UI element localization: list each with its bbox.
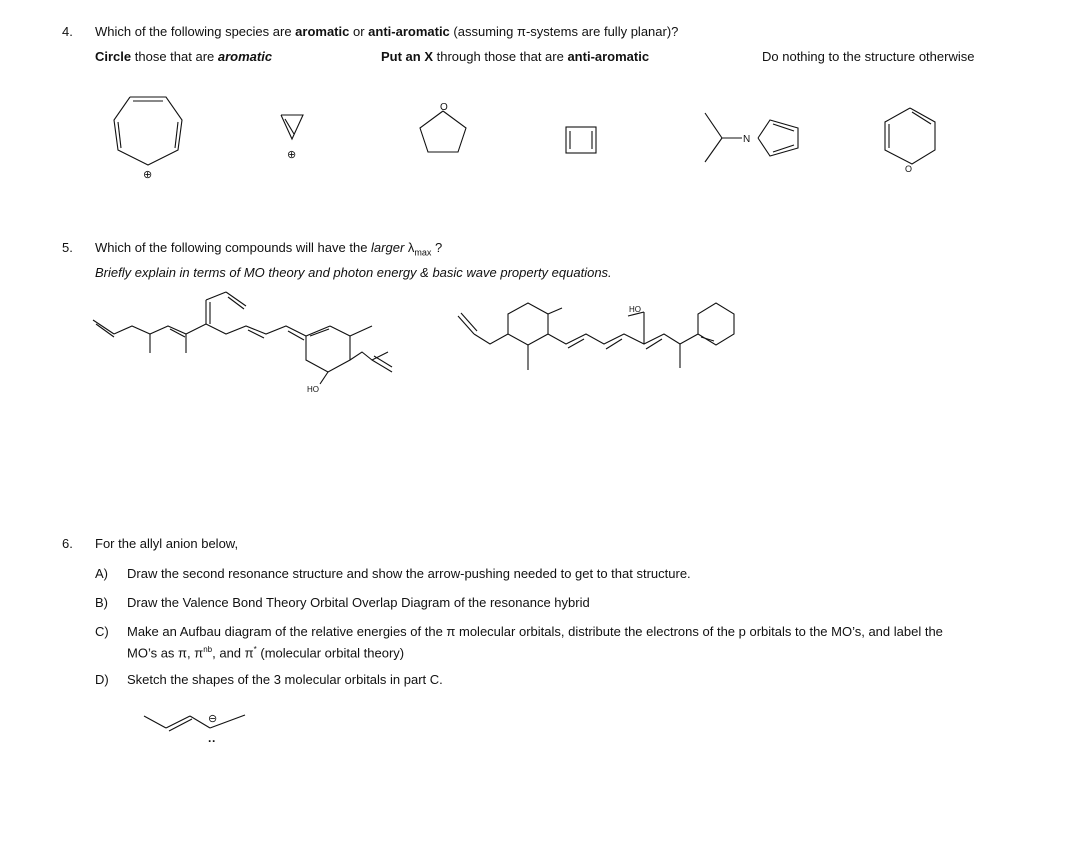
q4-pyran-oxygen: O <box>905 164 913 174</box>
q4-nothing-instruction: Do nothing to the structure otherwise <box>762 49 975 64</box>
q6-d-text: Sketch the shapes of the 3 molecular orbitals in part C. <box>127 672 443 687</box>
q4-thf-oxygen: O <box>440 102 448 113</box>
q6-intro: For the allyl anion below, <box>95 536 239 551</box>
q6-allyl-lone-pair: ·· <box>208 734 216 748</box>
q5-compound-2-ho: HO <box>629 305 641 314</box>
q6-b-label: B) <box>95 595 108 610</box>
q5-compound-2-structure <box>458 303 734 370</box>
q6-a-text: Draw the second resonance structure and show the arrow-pushing needed to get to that structure. <box>127 566 691 581</box>
q4-anti-aromatic-term: anti-aromatic <box>368 24 450 39</box>
q5-compound-1-structure <box>93 292 392 394</box>
q4-text-or: or <box>349 24 369 39</box>
q6-c-text4: (molecular orbital theory) <box>256 645 405 661</box>
q4-circle-text: those that are <box>131 49 218 64</box>
q6-c-text-line1: Make an Aufbau diagram of the relative energies of the π molecular orbitals, distribute the electrons of the p orbitals to the MO’s, and label the <box>127 624 943 639</box>
q4-tropylium-charge: ⊕ <box>143 169 153 181</box>
q4-pyran-structure <box>885 108 935 174</box>
q6-c-text2: MO’s as π, π <box>127 645 204 661</box>
q4-aromatic-term: aromatic <box>295 24 350 39</box>
q4-tropylium-structure <box>114 97 182 181</box>
q4-cyclopropenyl-charge: ⊕ <box>287 149 297 161</box>
q6-b-text: Draw the Valence Bond Theory Orbital Overlap Diagram of the resonance hybrid <box>127 595 590 610</box>
q4-putx-anti: anti-aromatic <box>567 49 650 64</box>
q5-lambda: λ <box>407 240 415 255</box>
q6-c-text3: , and π <box>212 645 254 661</box>
q4-putx-label: Put an X <box>381 49 434 64</box>
q6-a-label: A) <box>95 566 108 581</box>
q4-putx-text: through those that are <box>433 49 568 64</box>
q5-compound-1-ho: HO <box>307 385 319 394</box>
q4-text-a: Which of the following species are <box>95 24 296 39</box>
q5-larger: larger <box>371 240 405 255</box>
q4-circle-label: Circle <box>95 49 132 64</box>
q5-max-subscript: max <box>414 247 432 258</box>
q4-text-b: (assuming π-systems are fully planar)? <box>449 24 679 39</box>
q4-cyclobutadiene-structure <box>566 127 596 153</box>
q4-pyrrole-structure <box>705 113 798 162</box>
question-5-number: 5. <box>62 240 73 255</box>
question-4-number: 4. <box>62 24 73 39</box>
q5-text-a: Which of the following compounds will have the <box>95 240 372 255</box>
q6-allyl-anion-structure <box>144 713 245 748</box>
q5-qmark: ? <box>431 240 443 255</box>
q5-explain-instruction: Briefly explain in terms of MO theory and photon energy & basic wave property equations. <box>95 265 612 280</box>
q6-c-sup-star: * <box>253 645 257 654</box>
q4-cyclopropenyl-structure <box>281 115 303 161</box>
q6-d-label: D) <box>95 672 109 687</box>
q4-circle-aromatic: aromatic <box>217 49 273 64</box>
q4-pyrrole-nitrogen: N <box>743 134 751 145</box>
q6-allyl-charge: ⊖ <box>208 713 218 725</box>
q4-thf-structure <box>420 102 466 152</box>
q6-c-label: C) <box>95 624 109 639</box>
q6-c-sup-nb: nb <box>203 645 213 654</box>
question-6-number: 6. <box>62 536 73 551</box>
